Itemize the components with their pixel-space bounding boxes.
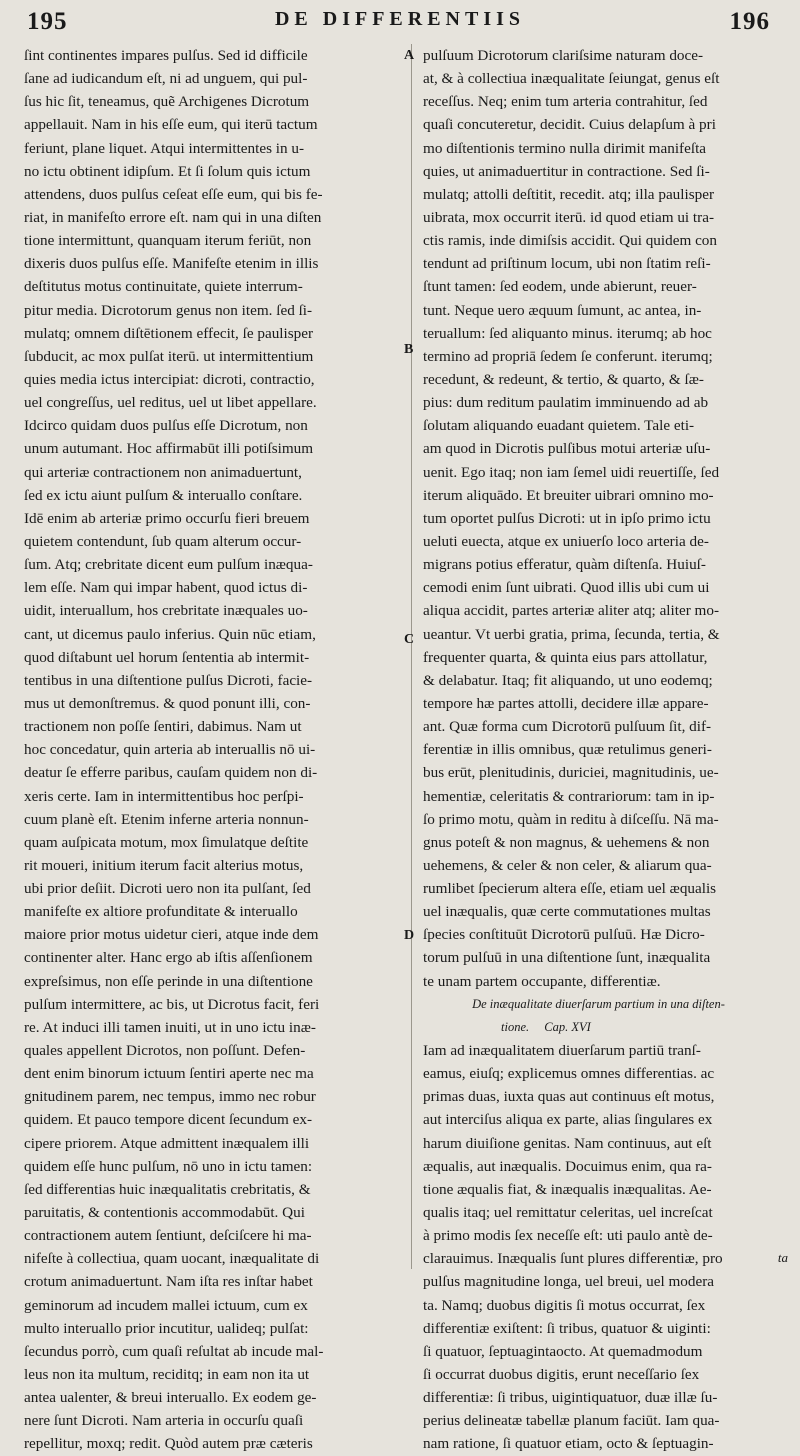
text-line: termino ad propriā ſedem ſe conferunt. iterumq; — [423, 347, 713, 365]
text-line: deſtitutus motus continuitate, quiete interrum- — [24, 278, 303, 296]
text-line: continenter alter. Hanc ergo ab iſtis aſſenſionem — [24, 949, 313, 967]
text-line: mus ut demonſtremus. & quod ponunt illi, con- — [24, 694, 311, 712]
text-line: tractionem non poſſe ſentiri, dabimus. Nam ut — [24, 718, 302, 736]
text-line: quaſi concuteretur, decidit. Cuius delapſum à pri — [423, 116, 716, 134]
text-line: ſecundus porrò, cum quaſi reſultat ab incude mal- — [24, 1342, 324, 1360]
text-line: quies media ictus intercipiat: dicroti, contractio, — [24, 370, 315, 388]
column-divider — [411, 44, 412, 1269]
text-line: ctis ramis, inde dimiſsis accidit. Qui quidem con — [423, 232, 717, 250]
text-line: ſi occurrat duobus digitis, erunt neceſſario ſex — [423, 1366, 700, 1384]
left-text-column — [24, 44, 400, 1456]
margin-marker-b: B — [404, 342, 414, 357]
text-line: expreſsimus, non eſſe perinde in una diſtentione — [24, 972, 313, 990]
text-line: pitur media. Dicrotorum genus non item. ſed ſi- — [24, 301, 313, 319]
text-line: tempore hæ partes attolli, decidere illæ appare- — [423, 694, 709, 712]
text-line: ſo primo motu, quàm in reditu à diſceſſu. Nā ma- — [423, 810, 719, 828]
text-line: tendunt ad priſtinum locum, ubi non ſtatim reſi- — [423, 255, 711, 273]
text-line: uidit, interuallum, hos crebritate inæquales uo- — [24, 602, 308, 620]
text-line: uibrata, mox occurrit iterū. id quod etiam ui tra- — [423, 208, 715, 226]
text-line: ſi quatuor, ſeptuagintaocto. At quemadmodum — [423, 1342, 703, 1360]
text-line: ſolutam aliquando euadant quietem. Tale eti- — [423, 417, 695, 435]
text-line: dixeris duos pulſus eſſe. Manifeſte etenim in illis — [24, 255, 319, 273]
text-line: ta. Namq; duobus digitis ſi motus occurrat, ſex — [423, 1296, 706, 1314]
left-page-number: 195 — [27, 8, 68, 35]
text-line: maiore prior motus uidetur cieri, atque inde dem — [24, 926, 319, 944]
text-line: aut interciſus aliqua ex parte, alias ſingulares ex — [423, 1111, 713, 1129]
text-line: tum oportet pulſus Dicroti: ut in ipſo primo ictu — [423, 509, 711, 527]
text-line: pulſus magnitudine longa, uel breui, uel modera — [423, 1273, 715, 1291]
text-line: re. At induci illi tamen inuiti, ut in uno ictu inæ- — [24, 1018, 316, 1036]
text-line: manifeſte ex altiore profunditate & interuallo — [24, 903, 298, 921]
text-line: aliqua accidit, partes arteriæ aliter atq; aliter mo- — [423, 602, 720, 620]
text-line: æqualis, aut inæqualis. Docuimus enim, qua ra- — [423, 1157, 712, 1175]
text-line: ſed differentias huic inæqualitatis crebritatis, & — [24, 1180, 311, 1198]
text-line: quod diſtabunt uel horum ſententia ab intermit- — [24, 648, 310, 666]
text-line: torum pulſuū in una diſtentione ſunt, inæqualita — [423, 949, 711, 967]
text-line: deatur ſe efferre paribus, cauſam quidem non di- — [24, 764, 318, 782]
text-line: gnitudinem parem, nec tempus, immo nec robur — [24, 1088, 316, 1106]
running-head: DE DIFFERENTIIS — [274, 8, 526, 30]
text-line: Idcirco quidam duos pulſus eſſe Dicrotum, non — [24, 417, 308, 435]
text-line: ſane ad iudicandum eſt, ni ad unguem, qui pul- — [24, 70, 308, 88]
text-line: ueluti euecta, atque ex uniuerſo loco arteria de- — [423, 532, 709, 550]
margin-marker-d: D — [404, 928, 415, 943]
text-line: am quod in Dicrotis pulſibus motui arteriæ uſu- — [423, 440, 711, 458]
text-line: ubi prior deſiit. Dicroti uero non ita pulſant, ſed — [24, 880, 311, 898]
text-line: quidem eſſe hunc pulſum, nō uno in ictu tamen: — [24, 1157, 313, 1175]
text-line: te unam partem occupante, differentiæ. — [423, 972, 661, 990]
text-line: no ictu obtinent idipſum. Et ſi ſolum quis ictum — [24, 162, 311, 180]
text-line: differentiæ exiſtent: ſi tribus, quatuor & uiginti: — [423, 1319, 711, 1337]
text-line: leus non ita multum, reciditq; in eam non ita ut — [24, 1366, 310, 1384]
text-line: recedunt, & redeunt, & tertio, & quarto, & ſæ- — [423, 370, 704, 388]
text-line: uel congreſſus, uel reditus, uel ut libet appellare. — [24, 394, 317, 412]
right-column-text-b — [423, 1039, 774, 1456]
text-line: contractionem autem ſentiunt, deſciſcere hi ma- — [24, 1227, 312, 1245]
text-line: ſtunt tamen: ſed eodem, unde abierunt, reuer- — [423, 278, 697, 296]
text-line: gnus poteſt & non magnus, & uehemens & non — [423, 833, 710, 851]
text-line: ſed ex ictu aiunt pulſum & interuallo conſtare. — [24, 486, 303, 504]
text-line: cant, ut dicemus paulo inferius. Quin nūc etiam, — [24, 625, 316, 643]
text-line: uel inæqualis, quæ certe commutationes multas — [423, 903, 711, 921]
text-line: cemodi enim ſunt uibrati. Quod illis ubi cum ui — [423, 579, 710, 597]
text-line: hementiæ, celeritatis & contrariorum: tam in ip- — [423, 787, 715, 805]
chapter-subtitle — [423, 1016, 774, 1039]
right-column-text-a — [423, 44, 774, 993]
text-line: Idē enim ab arteriæ primo occurſu fieri breuem — [24, 509, 310, 527]
margin-marker-a: A — [404, 48, 415, 63]
text-line: uenit. Ego itaq; non iam ſemel uidi reuertiſſe, ſed — [423, 463, 720, 481]
text-line: iterum aliquādo. Et breuiter uibrari omnino mo- — [423, 486, 714, 504]
text-line: nam ratione, ſi quatuor etiam, octo & ſeptuagin- — [423, 1435, 714, 1453]
text-line: paruitatis, & contentionis accommodabūt. Qui — [24, 1204, 305, 1222]
text-line: ſpecies conſtituūt Dicrotorū pulſuū. Hæ Dicro- — [423, 926, 705, 944]
text-line: migrans potius efferatur, quàm diſtenſa. Huiuſ- — [423, 556, 706, 574]
text-line: ſint continentes impares pulſus. Sed id difficile — [24, 47, 308, 64]
text-line: perius delineatæ tabellæ planum faciūt. Iam qua- — [423, 1412, 720, 1430]
text-line: riat, in manifeſto errore eſt. nam qui in una diſten — [24, 208, 322, 226]
text-line: pulſuum Dicrotorum clariſsime naturam doce- — [423, 47, 704, 64]
text-line: ferentiæ in illis omnibus, quæ retulimus generi- — [423, 741, 712, 759]
text-line: feriunt, plane liquet. Atqui intermittentes in u- — [24, 139, 305, 157]
text-line: tunt. Neque uero æquum ſumunt, ac antea, in- — [423, 301, 702, 319]
text-line: rit moueri, initium iterum facit alterius motus, — [24, 856, 304, 874]
text-line: antea ualenter, & breui interuallo. Ex eodem ge- — [24, 1389, 317, 1407]
text-line: harum diuiſione genitas. Nam continuus, aut eſt — [423, 1134, 712, 1152]
text-line: quietem contendunt, ſub quam alterum occur- — [24, 532, 302, 550]
text-line: Iam ad inæqualitatem diuerſarum partiū tranſ- — [423, 1042, 701, 1060]
text-line: differentiæ: ſi tribus, uigintiquatuor, duæ illæ ſu- — [423, 1389, 718, 1407]
text-line: frequenter quarta, & quinta eius pars attollatur, — [423, 648, 708, 666]
text-line: at, & à collectiua inæqualitate ſeiungat, genus eſt — [423, 70, 720, 88]
text-line: tione intermittunt, quanquam iterum feriūt, non — [24, 232, 312, 250]
text-line: quales appellent Dicrotos, non poſſunt. Defen- — [24, 1042, 306, 1060]
text-line: quies, ut animaduertitur in contractione. Sed ſi- — [423, 162, 710, 180]
text-line: repellitur, moxq; redit. Quòd autem præ cæteris — [24, 1435, 313, 1453]
text-line: & delabatur. Itaq; fit aliquando, ut uno eodemq; — [423, 671, 713, 689]
text-line: ant. Quæ forma cum Dicrotorū pulſuum ſit, dif- — [423, 718, 712, 736]
text-line: uehemens, & celer & non celer, & aliarum qua- — [423, 856, 712, 874]
text-line: qualis itaq; uel remittatur celeritas, uel increſcat — [423, 1204, 713, 1222]
text-line: à primo modis ſex neceſſe eſt: uti paulo antè de- — [423, 1227, 713, 1245]
text-line: geminorum ad incudem mallei ictuum, cum ex — [24, 1296, 308, 1314]
text-line: lem eſſe. Nam qui impar habent, quod ictus di- — [24, 579, 308, 597]
text-line: ueantur. Vt uerbi gratia, prima, ſecunda, tertia, & — [423, 625, 720, 643]
text-line: xeris certe. Iam in intermittentibus hoc perſpi- — [24, 787, 304, 805]
text-line: crotum animaduertunt. Nam iſta res inſtar habet — [24, 1273, 313, 1291]
text-line: pulſum intermittere, ac bis, ut Dicrotus facit, feri — [24, 995, 320, 1013]
text-line: quam auſpicata motum, mox ſimulatque deſtite — [24, 833, 309, 851]
text-line: ſubducit, ac mox pulſat iterū. ut intermittentium — [24, 347, 314, 365]
text-line: receſſus. Neq; enim tum arteria contrahitur, ſed — [423, 93, 708, 111]
text-line: nere ſunt Dicroti. Nam arteria in occurſu quaſi — [24, 1412, 304, 1430]
text-line: pius: dum reditum paulatim imminuendo ad ab — [423, 394, 709, 412]
text-line: multo interuallo prior incutitur, ualideq; pulſat: — [24, 1319, 309, 1337]
chapter-title: De inæqualitate diuerſarum partium in una diſten- — [472, 996, 725, 1011]
text-line: nifeſte à collectiua, quam uocant, inæqualitate di — [24, 1250, 320, 1268]
text-line: tione æqualis fiat, & inæqualis inæqualitas. Ae- — [423, 1180, 712, 1198]
text-line: cuum planè eſt. Etenim inferne arteria nonnun- — [24, 810, 309, 828]
text-line: cipere priorem. Atque admittent inæqualem illi — [24, 1134, 310, 1152]
text-line: ſus hic ſit, teneamus, quẽ Archigenes Dicrotum — [24, 93, 310, 111]
text-line: bus erūt, plenitudinis, duriciei, magnitudinis, ue- — [423, 764, 719, 782]
catchword: ta — [777, 1250, 788, 1265]
right-text-column — [423, 44, 774, 1456]
chapter-title-end: tione. — [501, 1019, 530, 1034]
text-line: primas duas, iuxta quas aut continuus eſt motus, — [423, 1088, 715, 1106]
text-line: clarauimus. Inæqualis ſunt plures differentiæ, pro — [423, 1250, 723, 1268]
page-header — [0, 6, 800, 38]
text-line: mulatq; attolli deſtitit, recedit. atq; illa paulisper — [423, 185, 715, 203]
text-line: tentibus in una diſtentione pulſus Dicroti, facie- — [24, 671, 313, 689]
right-page-number: 196 — [729, 8, 770, 35]
text-line: attendens, duos pulſus ceſeat eſſe eum, qui bis fe- — [24, 185, 323, 203]
text-line: rumlibet ſpecierum altera eſſe, etiam uel æqualis — [423, 880, 717, 898]
text-line: dent enim binorum ictuum ſentiri aperte nec ma — [24, 1065, 314, 1083]
text-line: appellauit. Nam in his eſſe eum, qui iterū tactum — [24, 116, 318, 134]
text-line: hoc concedatur, quin arteria ab interuallis nō ui- — [24, 741, 316, 759]
text-line: ſum. Atq; crebritate dicent eum pulſum inæqua- — [24, 556, 313, 574]
text-line: qui arteriæ contractionem non animaduertunt, — [24, 463, 302, 481]
text-line: eamus, eiuſq; explicemus omnes differentias. ac — [423, 1065, 715, 1083]
text-line: teruallum: ſed aliquanto minus. iterumq; ab hoc — [423, 324, 712, 342]
chapter-number: Cap. XVI — [544, 1019, 591, 1034]
text-line: mulatq; omnem diſtētionem effecit, ſe paulisper — [24, 324, 314, 342]
text-line: mo diſtentionis termino nulla dirimit manifeſta — [423, 139, 707, 157]
margin-marker-c: C — [404, 632, 415, 647]
text-line: unum autumant. Hoc affirmabūt illi potiſsimum — [24, 440, 314, 458]
text-line: quidem. Et pauco tempore dicent ſecundum ex- — [24, 1111, 313, 1129]
